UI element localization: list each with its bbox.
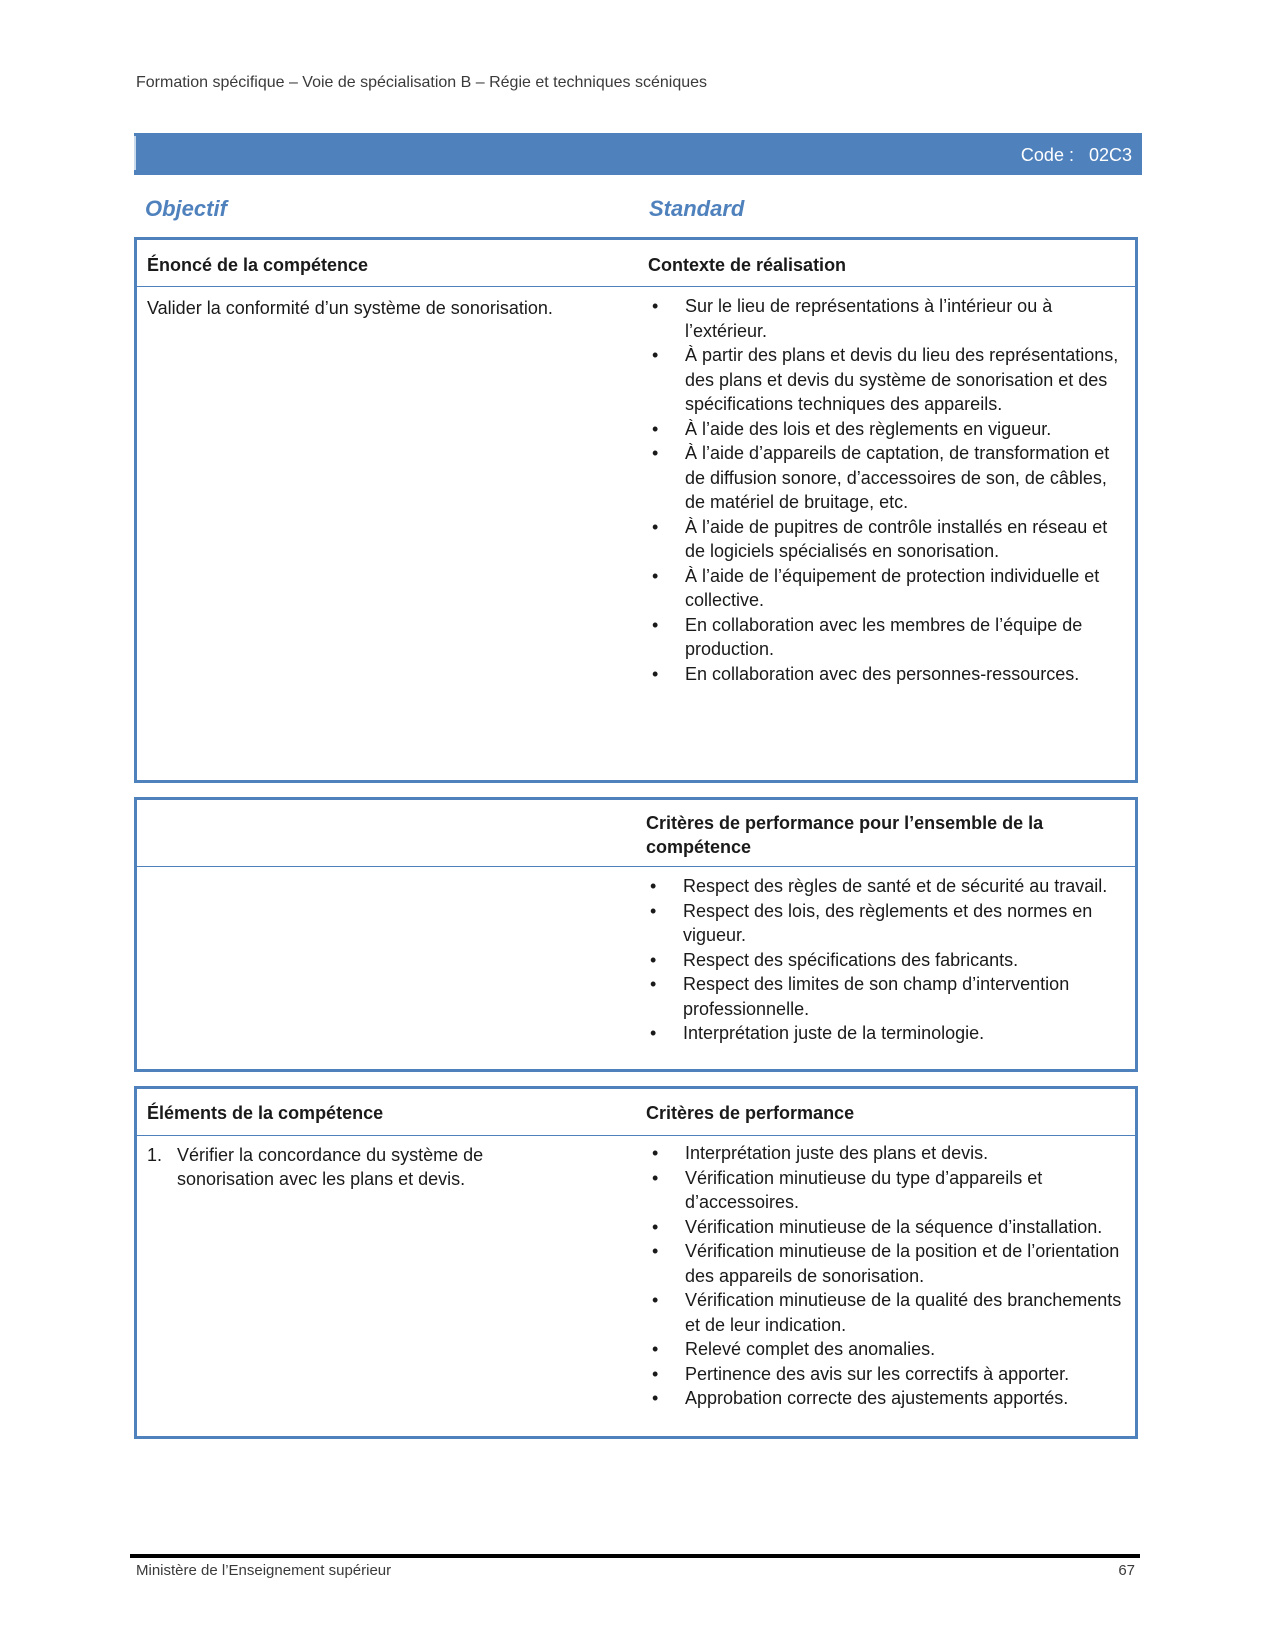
list-item: • Respect des règles de santé et de sécurité au travail. [646,874,1127,899]
list-item: • Vérification minutieuse du type d’appareils et d’accessoires. [652,1167,1043,1212]
footer-publisher: Ministère de l’Enseignement supérieur [136,1562,392,1579]
elements-header: Éléments de la compétence [147,1103,384,1123]
element-text: Vérifier la concordance du système de sonorisation avec les plans et devis. [177,1145,484,1189]
bullet-icon: • [652,443,659,463]
list-item: • Vérification minutieuse de la qualité des branchements et de leur indication. [652,1290,1122,1335]
bullet-icon: • [652,1216,659,1237]
overall-criteria-header: Critères de performance pour l’ensemble de la compétence [646,813,1044,857]
list-item: • Sur le lieu de représentations à l’intérieur ou à l’extérieur. [652,296,1053,341]
table-header-row [137,1089,1135,1136]
list-item: • Pertinence des avis sur les correctifs à apporter. [648,1362,1127,1387]
list-item: • En collaboration avec les membres de l’équipe de production. [652,614,1083,659]
bullet-icon: • [652,1339,659,1359]
bullet-icon: • [652,418,659,439]
list-item: • Vérification minutieuse de la séquence d’installation. [648,1215,1127,1240]
list-item: • Relevé complet des anomalies. [648,1337,1127,1362]
bullet-icon: • [652,1241,659,1261]
bullet-icon: • [652,296,659,316]
competency-title-bar [134,133,1142,175]
bullet-icon: • [650,1023,657,1043]
bullet-icon: • [652,1167,659,1188]
contexte-header: Contexte de réalisation [648,255,847,275]
bullet-icon: • [652,1143,659,1163]
list-item: • Respect des limites de son champ d’intervention professionnelle. [650,974,1070,1019]
list-item: • Vérification minutieuse de la position et de l’orientation des appareils de sonorisation. [652,1241,1120,1286]
running-header: Formation spécifique – Voie de spécialisation B – Régie et techniques scéniques [136,74,708,91]
elements-criteria-table [134,1086,1138,1439]
list-item: • À l’aide de pupitres de contrôle installés en réseau et de logiciels spécialisés en sonorisation. [652,516,1108,561]
bullet-icon: • [652,1388,659,1408]
bullet-icon: • [652,345,659,365]
bullet-icon: • [652,614,659,635]
competency-code: Code : 02C3 [1020,145,1132,165]
bullet-icon: • [650,900,657,921]
competence-statement: Valider la conformité d’un système de sonorisation. [147,298,553,318]
list-item: • Respect des lois, des règlements et des normes en vigueur. [650,900,1093,945]
bullet-icon: • [652,1290,659,1310]
list-item: • Approbation correcte des ajustements apportés. [648,1386,1127,1411]
bullet-icon: • [652,663,659,684]
list-item: • À l’aide de l’équipement de protection individuelle et collective. [652,565,1100,610]
competence-context-table [134,237,1138,783]
overall-criteria-table [134,797,1138,1072]
bullet-icon: • [652,1363,659,1384]
list-item: • En collaboration avec des personnes-ressources. [648,662,1123,687]
list-item: • Interprétation juste de la terminologie. [646,1021,1127,1046]
bullet-icon: • [650,974,657,994]
element-number: 1. [147,1145,163,1165]
table-header-row [137,800,1135,867]
element-item [147,1143,537,1191]
title-bar-marker [134,136,136,170]
list-item: • À l’aide d’appareils de captation, de transformation et de diffusion sonore, d’accessoires de son, de câbles, de matériel de bruitage, etc. [652,443,1110,512]
heading-objectif: Objectif [145,196,227,221]
table-header-row [137,240,1135,287]
page-number: 67 [1118,1562,1135,1579]
bullet-icon: • [652,516,659,537]
heading-standard: Standard [649,196,745,221]
footer-divider [130,1554,1140,1558]
list-item: • À l’aide des lois et des règlements en vigueur. [648,417,1123,442]
list-item: • Respect des spécifications des fabricants. [646,948,1127,973]
enonce-header: Énoncé de la compétence [147,255,369,275]
list-item: • À partir des plans et devis du lieu des représentations, des plans et devis du système de sonorisation et des spécifications techniques des appareils. [652,345,1119,414]
criteria-list [648,1141,1127,1411]
overall-criteria-list [646,874,1127,1046]
list-item: • Interprétation juste des plans et devis. [648,1141,1127,1166]
criteria-header: Critères de performance [646,1103,855,1123]
bullet-icon: • [652,565,659,586]
contexte-list [648,294,1123,686]
bullet-icon: • [650,949,657,970]
bullet-icon: • [650,876,657,896]
